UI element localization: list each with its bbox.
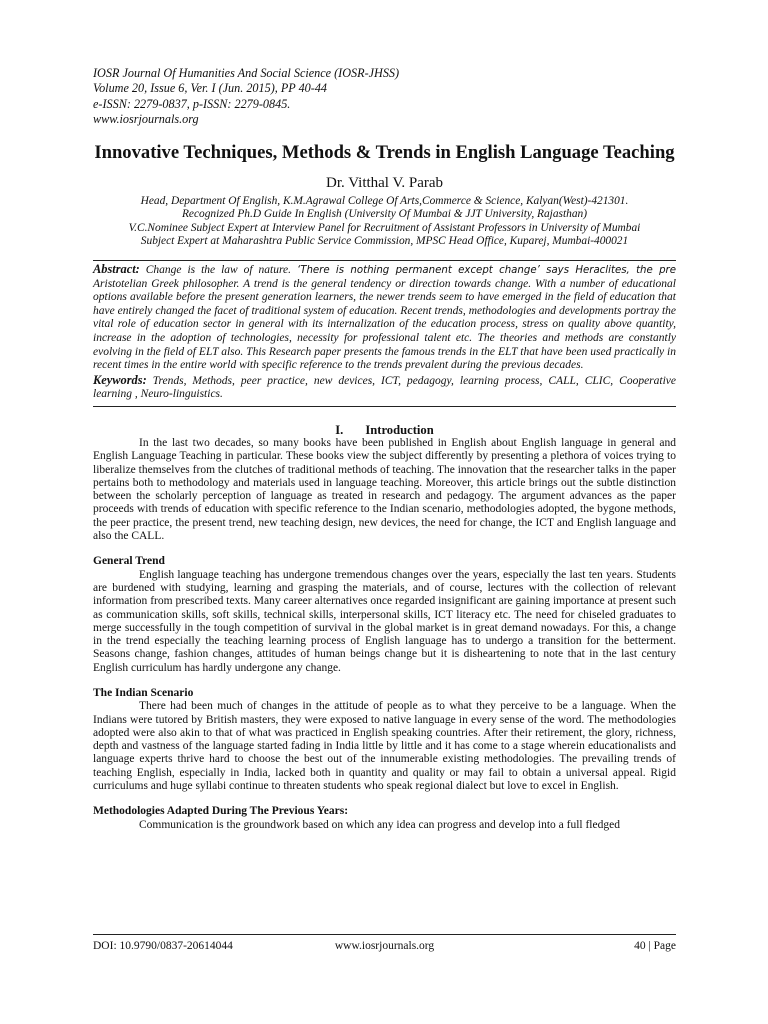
intro-paragraph: In the last two decades, so many books have been published in English about English language in general and English Language Teaching in particular. These books view the subject differently by presenting a plethora of voices trying to liberalize themselves from the clutches of traditional methods of teaching. The innovation that the researcher talks in the paper pertains both to methodology and materials used in language teaching. Moreover, this article brings out the subtle distinction between the scholarly perception of language as treated in research and pedagogy. The argument advances as the paper proceeds with trends of education with specific reference to the Indian scenario, methodologies adopted, the bygone methods, the peer practice, the present trend, new teaching design, new devices, the need for change, the ICT and English language and also the CALL. xyxy=(93,436,676,543)
methodologies-heading: Methodologies Adapted During The Previous Years: xyxy=(93,805,349,818)
abstract-label: Abstract: xyxy=(93,262,140,276)
section-heading xyxy=(93,423,676,437)
keywords-text: Trends, Methods, peer practice, new devices, ICT, pedagogy, learning process, CALL, CLIC, Cooperative learning , Neuro-linguistics. xyxy=(93,374,676,401)
author-name: Dr. Vitthal V. Parab xyxy=(325,174,444,191)
general-trend-heading: General Trend xyxy=(93,555,165,568)
abstract xyxy=(93,263,676,373)
footer-doi: DOI: 10.9790/0837-20614044 xyxy=(93,940,233,952)
author-affiliations xyxy=(93,195,676,249)
footer-divider xyxy=(93,934,676,935)
keywords-label: Keywords: xyxy=(93,372,147,387)
affiliation-line: V.C.Nominee Subject Expert at Interview Panel for Recruitment of Assistant Professors in University of Mumbai xyxy=(128,221,641,234)
indian-scenario-heading: The Indian Scenario xyxy=(93,686,194,699)
paper-title: Innovative Techniques, Methods & Trends in English Language Teaching xyxy=(94,141,675,163)
section-title: Introduction xyxy=(365,422,434,437)
abstract-bottom-divider xyxy=(93,406,676,407)
section-number: I. xyxy=(335,422,344,437)
abstract-lead: Change is the law of nature. xyxy=(145,264,292,276)
footer-website: www.iosrjournals.org xyxy=(334,940,435,952)
abstract-text: Aristotelian Greek philosopher. A trend is the general tendency or direction towards change. With a number of educational options available before the present generation learners, the newer trends seem to have emerged in the field of education that have entirely changed the facet of traditional system of education. Recent trends, methodologies and developments portray the vital role of education sector in general with its internalization of the education process, stress on quality above quantity, increase in the adoption of technologies, necessity for professional talent etc. The theories and methods are constantly evolving in the field of ELT also. This Research paper presents the famous trends in the ELT that have been used practically in recent times in the entire world with specific reference to the trends prevalent during the previous decades. xyxy=(93,277,676,372)
journal-issn: e-ISSN: 2279-0837, p-ISSN: 2279-0845. xyxy=(93,96,291,111)
journal-name: IOSR Journal Of Humanities And Social Science (IOSR-JHSS) xyxy=(93,66,400,80)
footer-page-number: 40 | Page xyxy=(634,940,676,952)
affiliation-line: Recognized Ph.D Guide In English (University Of Mumbai & JJT University, Rajasthan) xyxy=(181,208,588,221)
journal-header xyxy=(93,66,676,128)
keywords xyxy=(93,374,676,402)
affiliation-line: Subject Expert at Maharashtra Public Service Commission, MPSC Head Office, Kuparej, Mumbai-400021 xyxy=(140,235,629,248)
paper-page xyxy=(93,66,676,832)
methodologies-paragraph: Communication is the groundwork based on which any idea can progress and develop into a full fledged xyxy=(139,818,620,831)
abstract-top-divider xyxy=(93,260,676,261)
abstract-quote: ‘There is nothing permanent except change’ says Heraclites, the pre xyxy=(296,265,677,276)
affiliation-line: Head, Department Of English, K.M.Agrawal College Of Arts,Commerce & Science, Kalyan(West)-421301. xyxy=(140,194,629,207)
journal-website: www.iosrjournals.org xyxy=(93,112,199,127)
general-trend-paragraph: English language teaching has undergone tremendous changes over the years, especially the last ten years. Students are burdened with studying, learning and grasping the materials, and of course, lectures with the collection of relevant information from prescribed texts. Many career alternatives once regarded insignificant are gaining importance at present such as communication skills, soft skills, technical skills, interpersonal skills, ICT literacy etc. The need for chiseled graduates to merge successfully in the tough competition of survival in the global market is in great demand nowadays. For this, a change in the trend especially the teaching learning process of English language has to undergo a transition for the betterment. Seasons change, fashion changes, attitudes of human beings change but it is disheartening to note that in the last century English curriculum has hardly undergone any change. xyxy=(93,568,676,674)
indian-scenario-paragraph: There had been much of changes in the attitude of people as to what they perceive to be a language. When the Indians were tutored by British masters, they were exposed to native language in every sense of the word. The methodologies adopted were also akin to that of what was practiced in English speaking countries. After their retirement, the glory, richness, depth and vastness of the language started fading in India little by little and it has come to a stage wherein educationalists and language experts thrive hard to choose the best out of the innumerable existing methodologies. The prevailing trends of teaching English, especially in India, lacked both in quantity and quality or may fail to obtain a universal appeal. Rigid curriculums and huge syllabi continue to threaten students who speak regional dialect but love to excel in English. xyxy=(93,700,676,793)
journal-volume: Volume 20, Issue 6, Ver. I (Jun. 2015), PP 40-44 xyxy=(93,81,328,96)
